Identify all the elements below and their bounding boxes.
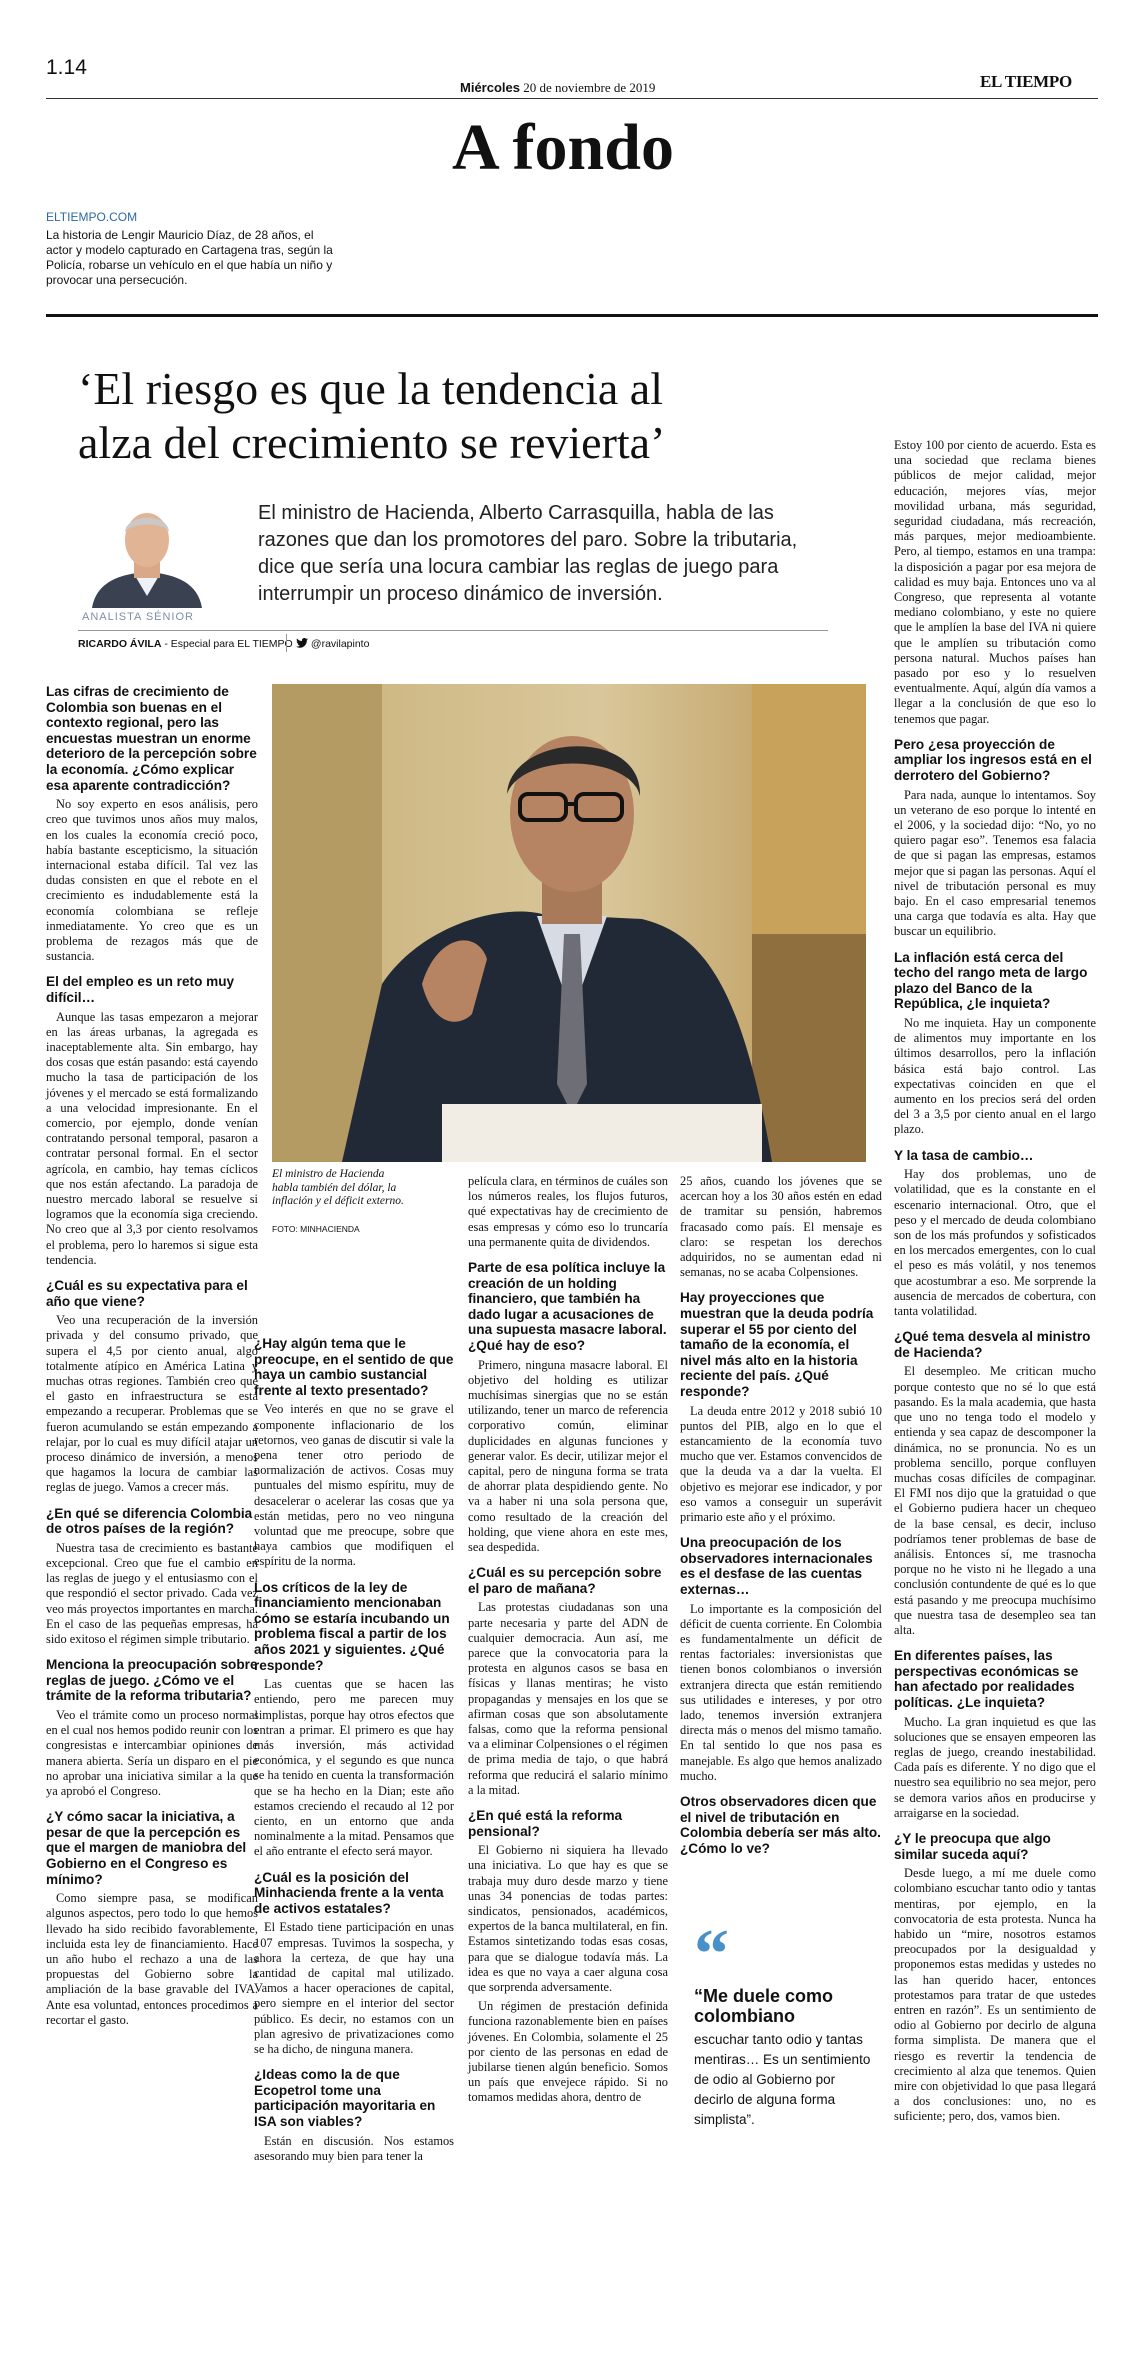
answer-paragraph: Nuestra tasa de crecimiento es bastante excepcional. Creo que fue el cambio en las reglas de juego y el entusiasmo con el que respondió el sector privado. Cada vez veo más proyectos importantes en marcha. En el caso de las pequeñas empresas, ha sido exitoso el régimen simple tributario.: [46, 1540, 258, 1647]
answer-paragraph: película clara, en términos de cuáles son los números reales, los flujos futuros, qué expectativas hay de crecimiento de esas empresas y cómo eso lo truncaría una permanente quita de dividendos.: [468, 1174, 668, 1249]
author-twitter[interactable]: [296, 638, 369, 650]
question-heading: ¿Hay algún tema que le preocupe, en el sentido de que haya un cambio sustancial frente al texto presentado?: [254, 1336, 454, 1398]
question-heading: Los críticos de la ley de financiamiento mencionaban cómo se estaría incubando un problema fiscal a partir de los años 2021 y siguientes. ¿Qué responde?: [254, 1579, 450, 1673]
byline-rule-top: [78, 630, 828, 631]
question-heading: La inflación está cerca del techo del rango meta de largo plazo del Banco de la República, ¿le inquieta?: [894, 949, 1088, 1012]
question-heading: Y la tasa de cambio…: [894, 1147, 1034, 1163]
thick-divider: [46, 314, 1098, 317]
promo-site[interactable]: ELTIEMPO.COM: [46, 210, 138, 224]
quote-mark-icon: “: [694, 1916, 729, 1993]
author-name: RICARDO ÁVILA: [78, 638, 162, 650]
answer-paragraph: No me inquieta. Hay un componente de alimentos muy importante en los últimos desarrollos, pero la inflación básica está bajo control. Las expectativas coinciden en que el aumento en los precios será del orden del 3 a 3,5 por ciento anual en el largo plazo.: [894, 1016, 1096, 1137]
column-3: [468, 1174, 668, 2110]
answer-paragraph: El desempleo. Me critican mucho porque contesto que no sé lo que está pasando. Es la mala academia, que hasta que uno no tenga todo el modelo y entienda y sea capaz de descomponer la dinámica, no se pronuncia. No es un problema sencillo, porque confluyen muchas cosas difíciles de compaginar. El FMI nos dijo que la gratuidad o que el Gobierno pudiera hacer un chequeo de la base censal, es decir, incluso podríamos tener problemas de base de análisis. Entonces sí, me trasnocha porque no he visto ni he llegado a una conclusión contundente de qué es lo que está pasando y me preocupa muchísimo que nuestra tasa de desempleo sea tan alta.: [894, 1364, 1096, 1637]
quote-body: escuchar tanto odio y tantas mentiras… Es un sentimiento de odio al Gobierno por decirlo de alguna forma simplista”.: [694, 2032, 871, 2127]
question-heading: Pero ¿esa proyección de ampliar los ingresos está en el derrotero del Gobierno?: [894, 736, 1092, 784]
answer-paragraph: Hay dos problemas, uno de volatilidad, que es la constante en el escenario internacional. Otro, que el peso y el mercado de deuda colombiano son de los más profundos y sofisticados en los mercados emergentes, con lo cual el peso es más volátil, y nos tenemos que acostumbrar a eso. Me sorprende la ausencia de mercados de cobertura, con tanta volatilidad.: [894, 1167, 1096, 1319]
answer-paragraph: La deuda entre 2012 y 2018 subió 10 puntos del PIB, algo en lo que el estancamiento de la economía tuvo mucho que ver. Estamos convencidos de que la deuda va a dar la vuelta. El objetivo es mejorar ese indicador, y por eso vamos a conseguir un superávit primario este año y el próximo.: [680, 1403, 882, 1524]
question-heading: ¿Ideas como la de que Ecopetrol tome una participación mayoritaria en ISA son viables?: [254, 2067, 436, 2129]
headline-line-1: ‘El riesgo es que la tendencia al: [78, 363, 663, 414]
answer-paragraph: Para nada, aunque lo intentamos. Soy un veterano de eso porque lo intenté en el 2006, y la sociedad dijo: “No, yo no quiero pagar eso”. Tenemos esa falacia de que si pagan las empresas, estamos mejor que si pagan las personas. Aquí el nivel de tributación personal es muy bajo. En el caso empresarial tenemos una carga que todavía es alta. Hay que buscar un equilibrio.: [894, 787, 1096, 939]
answer-paragraph: Estoy 100 por ciento de acuerdo. Esta es una sociedad que reclama bienes públicos de mejor calidad, mejor educación, mejores vías, mejor movilidad urbana, más seguridad, seguridad ciudadana, más recreación, más parques, mejor medioambiente. Pero, al tiempo, estamos en una trampa: la disposición a pagar por esa mejora de calidad es muy baja. Entonces uno va al Congreso, que representa al votante mediano colombiano, y este no quiere que le amplíen la base del IVA ni quiere que le amplíen su tributación como persona natural. Muchos países han pasado por eso y lo resuelven eventualmente. Aquí, algún día vamos a llegar a la conclusión de que eso lo tenemos que pagar.: [894, 438, 1096, 726]
question-heading: ¿Cuál es su expectativa para el año que viene?: [46, 1278, 248, 1309]
byline-separator: [286, 634, 287, 652]
answer-paragraph: Primero, ninguna masacre laboral. El objetivo del holding es utilizar muchísimas sinergias que no se están utilizando, tener un marco de referencia corporativo común, eliminar duplicidades en algunas funciones y generar valor. Es decir, utilizar mejor el capital, pero de ninguna forma se trata de ahorrar plata despidiendo gente. No va a haber ni una sola persona que, como resultado de la creación del holding, que viene ahora en este mes, sea despedida.: [468, 1357, 668, 1555]
question-heading: ¿Y cómo sacar la iniciativa, a pesar de que la percepción es que el margen de maniobra del Gobierno en el Congreso es mínimo?: [46, 1809, 247, 1887]
question-heading: Una preocupación de los observadores internacionales es el desfase de las cuentas externas…: [680, 1535, 873, 1597]
subhead: El ministro de Hacienda, Alberto Carrasquilla, habla de las razones que dan los promotores del paro. Sobre la tributaria, dice que sería una locura cambiar las reglas de juego para interrumpir un proceso dinámico de inversión.: [258, 502, 798, 605]
author-role: ANALISTA SÉNIOR: [82, 611, 194, 623]
column-2: [254, 1336, 454, 2168]
pull-quote: [694, 1916, 874, 2130]
question-heading: Otros observadores dicen que el nivel de tributación en Colombia debería ser más alto. ¿Cómo lo ve?: [680, 1794, 881, 1856]
publication-date: [460, 80, 655, 96]
question-heading: Hay proyecciones que muestran que la deuda podría superar el 55 por ciento del tamaño de la economía, el nivel más alto en la historia reciente del país. ¿Qué responde?: [680, 1290, 874, 1399]
header-rule: [46, 98, 1098, 99]
answer-paragraph: Veo interés en que no se grave el componente inflacionario de los retornos, veo ganas de discutir si vale la pena tener otro periodo de normalización de activos. Cosas muy puntuales del mismo espíritu, muy de desacelerar o acelerar las cosas que ya están metidas, pero no veo ninguna voluntad que me preocupe, sobre que haya cambios que modifiquen el espíritu de la norma.: [254, 1402, 454, 1569]
answer-paragraph: Como siempre pasa, se modifican algunos aspectos, pero todo lo que hemos llevado ha sido recibido favorablemente, incluida esta ley de financiamiento. Hace un año hubo el rechazo a una de las propuestas del Gobierno sobre la ampliación de la base gravable del IVA. Ante esa voluntad, entonces procedimos a recortar el gasto.: [46, 1891, 258, 2027]
question-heading: El del empleo es un reto muy difícil…: [46, 974, 235, 1005]
question-heading: Menciona la preocupación sobre reglas de juego. ¿Cómo ve el trámite de la reforma tributaria?: [46, 1657, 258, 1704]
answer-paragraph: Veo una recuperación de la inversión privada y del consumo privado, que supera el 4,5 por ciento anual, algo totalmente atípico en América Latina y muchas otras regiones. También creo que el gasto en infraestructura se está empezando a recuperar. Problemas que se fueron acumulando se están empezando a relajar, por lo cual es muy difícil atajar un proceso dinámico de inversión, a menos que hagamos la locura de cambiar las reglas de juego. Vamos a crecer más.: [46, 1313, 258, 1495]
twitter-handle[interactable]: @ravilapinto: [310, 638, 370, 650]
question-heading: En diferentes países, las perspectivas económicas se han afectado por realidades políticas. ¿Le inquieta?: [894, 1648, 1079, 1710]
twitter-icon: [296, 638, 308, 648]
answer-paragraph: Desde luego, a mí me duele como colombiano escuchar tanto odio y tantas mentiras, por ejemplo, en la convocatoria de esta protesta. Nunca ha habido un “mire, nosotros estamos preocupados por la desigualdad y proponemos estas medidas y ustedes no las han querido hacer, entonces protestamos para tratar de que ustedes entren en razón”. Es un sentimiento de odio al Gobierno por decirlo de alguna forma simplista. De manera que el riesgo es revertir la tendencia de crecimiento al alza que tenemos. Quien mire con objetividad lo que pasa llegará a dos conclusiones: uno, no es suficiente; pero, dos, vamos bien.: [894, 1866, 1096, 2124]
question-heading: Parte de esa política incluye la creación de un holding financiero, que también ha dado lugar a acusaciones de una supuesta masacre laboral. ¿Qué hay de eso?: [468, 1260, 667, 1353]
answer-paragraph: Están en discusión. Nos estamos asesorando muy bien para tener la: [254, 2133, 454, 2163]
column-1: [46, 684, 258, 2032]
author-photo: [82, 500, 212, 608]
column-5: [894, 438, 1096, 2129]
answer-paragraph: Mucho. La gran inquietud es que las soluciones que se ensayen empeoren las reglas de juego, creando inestabilidad. Cada país es diferente. Y no digo que el nuestro sea equilibrio no sea mejor, pero se demora varios años en producirse y arraigarse en la sociedad.: [894, 1714, 1096, 1820]
answer-paragraph: Las cuentas que se hacen las entiendo, pero me parecen muy simplistas, porque hay otros efectos que entran a primar. El primero es que hay más inversión, más actividad económica, y el segundo es que nunca se ha tenido en cuenta la transformación que se ha hecho en la Dian; este año estamos creciendo el recaudo al 12 por ciento, en un entorno que anda nominalmente a la mitad. Pensamos que el año entrante el efecto será mayor.: [254, 1677, 454, 1859]
date-day: Miércoles: [460, 80, 520, 95]
main-photo: [272, 684, 866, 1162]
question-heading: Las cifras de crecimiento de Colombia son buenas en el contexto regional, pero las encuestas muestran un enorme deterioro de la percepción sobre la economía. ¿Cómo explicar esa aparente contradicción?: [46, 684, 257, 793]
author-portrait-icon: [82, 500, 212, 608]
promo-text: La historia de Lengir Mauricio Díaz, de 28 años, el actor y modelo capturado en Cartagena tras, según la Policía, robarse un vehículo en el que había un niño y provocar una persecución.: [46, 228, 333, 287]
answer-paragraph: 25 años, cuando los jóvenes que se acercan hoy a los 30 años estén en edad de tramitar su pensión, habremos fracasado como país. El mensaje es claro: se respetan los derechos adquiridos, no se aumentan edad ni semanas, no se acaba Colpensiones.: [680, 1174, 882, 1280]
question-heading: ¿Y le preocupa que algo similar suceda aquí?: [894, 1830, 1051, 1862]
answer-paragraph: Aunque las tasas empezaron a mejorar en las áreas urbanas, la agregada es inaceptablemente alta. Sin embargo, hay dos cosas que están pasando: está cayendo mucho la tasa de participación de los jóvenes y el mercado se está formalizando a una velocidad impresionante. En el comercio, por ejemplo, donde venían contratando personal temporal, pasaron a contratar personal formal. En el sector agrícola, en cambio, hay temas cíclicos que nos están afectando. La paradoja de nuestro mercado laboral se resuelve si logramos que la economía siga creciendo. No creo que al 3,3 por ciento resolvamos el problema, pero lo haremos si sigue esta tendencia.: [46, 1009, 258, 1267]
answer-paragraph: Un régimen de prestación definida funciona razonablemente bien en países jóvenes. En Colombia, solamente el 25 por ciento de las personas en edad de jubilarse tienen algún beneficio. Somos un país que envejece rápido. Si no tomamos medidas ahora, dentro de: [468, 1999, 668, 2105]
minister-photo-icon: [272, 684, 866, 1162]
answer-paragraph: El Gobierno ni siquiera ha llevado una iniciativa. Lo que hay es que se trabaja muy duro desde marzo y tiene unas 34 ponencias de todas partes: sindicatos, pensionados, académicos, expertos de la banca multilateral, en fin. Estamos sintetizando todas esas cosas, para que se dialogue todavía más. La idea es que no vaya a caer alguna cosa que sorprenda adversamente.: [468, 1843, 668, 1995]
section-title: A fondo: [452, 111, 674, 184]
photo-caption: El ministro de Hacienda habla también del dólar, la inflación y el déficit externo.: [272, 1168, 404, 1207]
answer-paragraph: Veo el trámite como un proceso normal en el cual nos hemos podido reunir con los congresistas e intercambiar opiniones de manera abierta. Sería un disparo en el pie no aprobar una iniciativa similar a la que ya aprobó el Congreso.: [46, 1708, 258, 1799]
answer-paragraph: Lo importante es la composición del déficit de cuenta corriente. En Colombia es fundamentalmente un déficit de rentas factoriales: inversionistas que tienen bonos colombianos o inversión extranjera directa que están remitiendo sus utilidades e intereses, y por otro lado, tenemos inversión extranjera directa más o menos del mismo tamaño. En tal sentido lo que nos pasa es manejable. Es algo que hemos analizado mucho.: [680, 1601, 882, 1783]
date-rest: 20 de noviembre de 2019: [523, 80, 656, 95]
photo-credit: FOTO: MINHACIENDA: [272, 1224, 360, 1234]
answer-paragraph: El Estado tiene participación en unas 107 empresas. Tuvimos la sospecha, y ahora la certeza, de que hay una cantidad de capital mal utilizado. Vamos a hacer operaciones de capital, pero siempre en el interior del sector público. Es decir, no estamos con un plan agresivo de privatizaciones como se ha dicho, de ninguna manera.: [254, 1920, 454, 2057]
quote-title: “Me duele como colombiano: [694, 1986, 834, 2026]
byline: [78, 638, 293, 650]
headline-line-2: alza del crecimiento se revierta’: [78, 417, 666, 468]
answer-paragraph: No soy experto en esos análisis, pero creo que tuvimos unos años muy malos, en los cuales la economía creció poco, había bastante escepticismo, la situación internacional estaba difícil. Tal vez las dudas consisten en que el rebote en el crecimiento es indudablemente está la economía colombiana se refleje inmediatamente. Yo creo que es un problema de rezagos más que de sustancia.: [46, 797, 258, 964]
author-org: - Especial para EL TIEMPO: [161, 638, 293, 650]
question-heading: ¿En qué se diferencia Colombia de otros países de la región?: [46, 1505, 253, 1537]
column-4: [680, 1174, 882, 1860]
brand-logo: EL TIEMPO: [980, 72, 1072, 91]
answer-paragraph: Las protestas ciudadanas son una parte necesaria y parte del ADN de cualquier democracia. Aun así, me parece que la convocatoria para la protesta en algunos casos se basa en físicas y llanas mentiras; he visto propagandas y mensajes en los que se afirman cosas que son absolutamente falsas, como que la reforma pensional va a eliminar Colpensiones o el régimen de prima media de tajo, o que habrá reforma que reducirá el salario mínimo a la mitad.: [468, 1600, 668, 1797]
page-number: 1.14: [46, 56, 87, 79]
headline: [78, 362, 888, 470]
question-heading: ¿Cuál es su percepción sobre el paro de mañana?: [468, 1565, 662, 1596]
question-heading: ¿Qué tema desvela al ministro de Hacienda?: [894, 1329, 1091, 1360]
question-heading: ¿Cuál es la posición del Minhacienda frente a la venta de activos estatales?: [254, 1869, 444, 1916]
question-heading: ¿En qué está la reforma pensional?: [468, 1808, 623, 1839]
